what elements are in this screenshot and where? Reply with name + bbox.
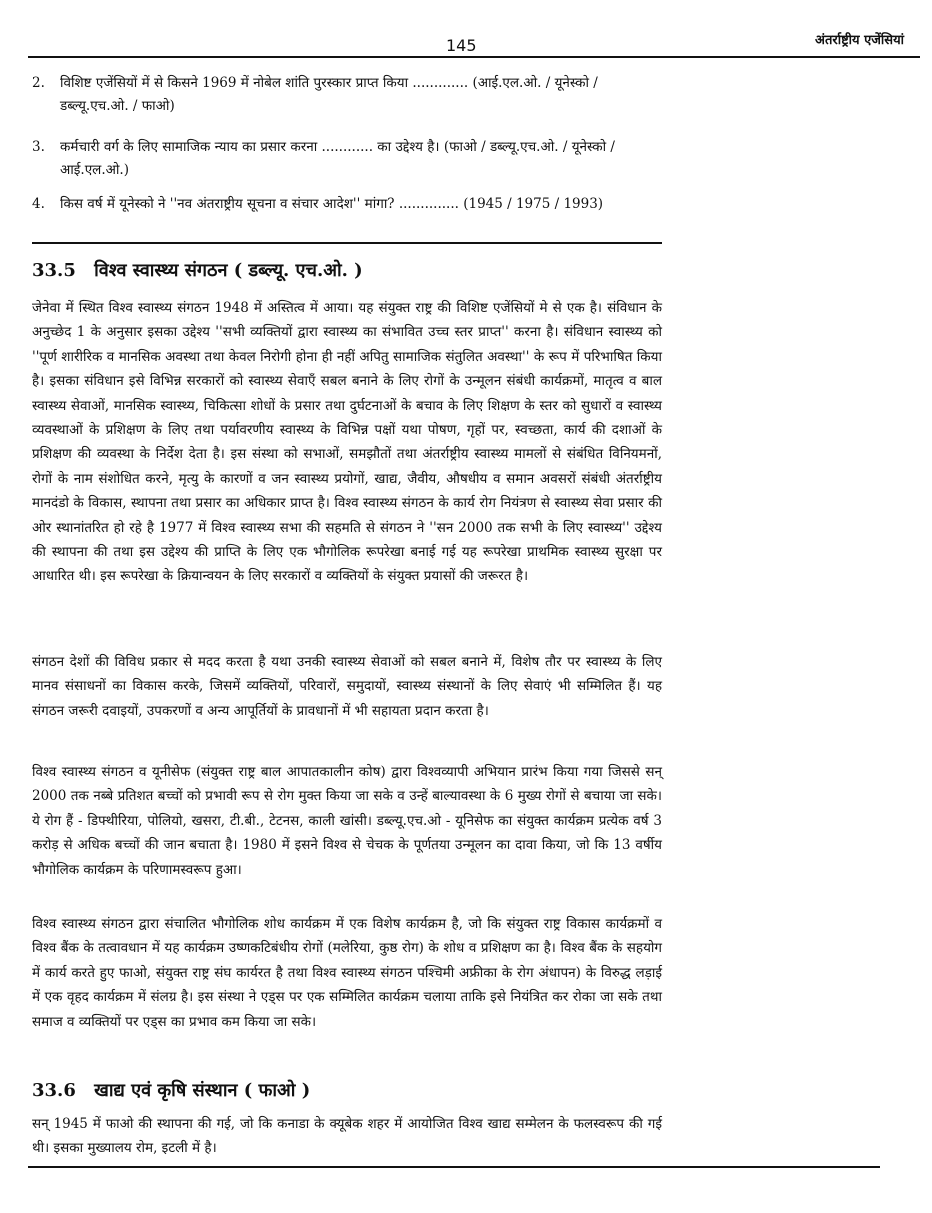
question-item bbox=[32, 72, 664, 118]
question-text: विशिष्ट एजेंसियों में से किसने 1969 में नोबेल शांति पुरस्कार प्राप्त किया ............. (आई.एल.ओ. / यूनेस्को / डब्ल्यू.एच.ओ. / फाओ) bbox=[60, 75, 598, 114]
header-rule bbox=[28, 56, 920, 58]
paragraph: विश्व स्वास्थ्य संगठन व यूनीसेफ (संयुक्त राष्ट्र बाल आपातकालीन कोष) द्वारा विश्वव्यापी अभियान प्रारंभ किया गया जिससे सन् 2000 तक नब्बे प्रतिशत बच्चों को प्रभावी रूप से रोग मुक्त किया जा सके व उन्हें बाल्यावस्था के 6 मुख्य रोगों से बचाया जा सके। ये रोग हैं - डिफ्थीरिया, पोलियो, खसरा, टी.बी., टेटनस, काली खांसी। डब्ल्यू.एच.ओ - यूनिसेफ का संयुक्त कार्यक्रम प्रत्येक वर्ष 3 करोड़ से अधिक बच्चों की जान बचाता है। 1980 में इसने विश्व से चेचक के पूर्णतया उन्मूलन का दावा किया, जो कि 13 वर्षीय भौगोलिक कार्यक्रम के परिणामस्वरूप हुआ। bbox=[32, 764, 662, 878]
page-number: 145 bbox=[446, 36, 477, 55]
running-header: अंतर्राष्ट्रीय एजेंसियां bbox=[815, 33, 904, 48]
question-item bbox=[32, 193, 664, 216]
question-number: 4. bbox=[32, 196, 45, 212]
section-divider bbox=[32, 242, 662, 244]
question-number: 2. bbox=[32, 75, 45, 91]
question-text: किस वर्ष में यूनेस्को ने ''नव अंतराष्ट्रीय सूचना व संचार आदेश'' मांगा? .............. (1945 / 1975 / 1993) bbox=[60, 196, 604, 212]
paragraph: संगठन देशों की विविध प्रकार से मदद करता है यथा उनकी स्वास्थ्य सेवाओं को सबल बनाने में, विशेष तौर पर स्वास्थ्य के लिए मानव संसाधनों का विकास करके, जिसमें व्यक्तियों, परिवारों, समुदायों, स्वास्थ्य संस्थानों के लिए सेवाएं भी सम्मिलित हैं। यह संगठन जरूरी दवाइयों, उपकरणों व अन्य आपूर्तियों के प्रावधानों में भी सहायता प्रदान करता है। bbox=[32, 654, 662, 719]
section-title: खाद्य एवं कृषि संस्थान ( फाओ ) bbox=[94, 1080, 311, 1101]
section-number: 33.5 bbox=[32, 260, 76, 281]
question-text: कर्मचारी वर्ग के लिए सामाजिक न्याय का प्रसार करना ............ का उद्देश्य है। (फाओ / डब्ल्यू.एच.ओ. / यूनेस्को / आई.एल.ओ.) bbox=[60, 139, 615, 178]
section-number: 33.6 bbox=[32, 1080, 76, 1101]
section-heading-33-6 bbox=[32, 1078, 310, 1102]
question-item bbox=[32, 136, 664, 182]
paragraph: सन् 1945 में फाओ की स्थापना की गई, जो कि कनाडा के क्यूबेक शहर में आयोजित विश्व खाद्य सम्मेलन के फलस्वरूप की गई थी। इसका मुख्यालय रोम, इटली में है। bbox=[32, 1116, 662, 1157]
footer-rule bbox=[28, 1166, 880, 1168]
question-number: 3. bbox=[32, 139, 45, 155]
section-heading-33-5 bbox=[32, 258, 363, 282]
paragraph: विश्व स्वास्थ्य संगठन द्वारा संचालित भौगोलिक शोध कार्यक्रम में एक विशेष कार्यक्रम है, जो कि संयुक्त राष्ट्र विकास कार्यक्रमों व विश्व बैंक के तत्वावधान में यह कार्यक्रम उष्णकटिबंधीय रोगों (मलेरिया, कुष्ठ रोग) के शोध व प्रशिक्षण का है। विश्व बैंक के सहयोग में कार्य करते हुए फाओ, संयुक्त राष्ट्र संघ कार्यरत है तथा विश्व स्वास्थ्य संगठन पश्चिमी अफ्रीका के रोग अंधापन) के विरुद्ध लड़ाई में एक वृहद कार्यक्रम में संलग्र है। इस संस्था ने एड्स पर एक सम्मिलित कार्यक्रम चलाया ताकि इसे नियंत्रित कर रोका जा सके तथा समाज व व्यक्तियों पर एड्स का प्रभाव कम किया जा सके। bbox=[32, 916, 662, 1030]
paragraph: जेनेवा में स्थित विश्व स्वास्थ्य संगठन 1948 में अस्तित्व में आया। यह संयुक्त राष्ट्र की विशिष्ट एजेंसियों मे से एक है। संविधान के अनुच्छेद 1 के अनुसार इसका उद्देश्य ''सभी व्यक्तियों द्वारा स्वास्थ्य का संभावित उच्च स्तर प्राप्त'' करना है। संविधान स्वास्थ्य को ''पूर्ण शारीरिक व मानसिक अवस्था तथा केवल निरोगी होना ही नहीं अपितु सामाजिक संतुलित अवस्था'' के रूप में परिभाषित किया है। इसका संविधान इसे विभिन्न सरकारों को स्वास्थ्य सेवाएँ सबल बनाने के लिए रोगों के उन्मूलन संबंधी कार्यक्रमों, मातृत्व व बाल स्वास्थ्य सेवाओं, मानसिक स्वास्थ्य, चिकित्सा शोधों के प्रसार तथा दुर्घटनाओं के बचाव के लिए शिक्षण के स्तर को सुधारों व स्वास्थ्य व्यवस्थाओं के प्रशिक्षण के लिए तथा पर्यावरणीय स्वास्थ्य के विभिन्न पक्षों यथा पोषण, गृहों पर, स्वच्छता, कार्य की दशाओं के प्रशिक्षण की व्यवस्था के निर्देश देता है। इस संस्था को सभाओं, समझौतों तथा अंतर्राष्ट्रीय स्वास्थ्य मामलों से संबंधित विनियमनों, रोगों के नाम संशोधित करने, मृत्यु के कारणों व जन स्वास्थ्य प्रयोगों, खाद्य, जैवीय, औषधीय व समान अवसरों संबंधी अंतर्राष्ट्रीय मानदंडो के विकास, स्थापना तथा प्रसार का अधिकार प्राप्त है। विश्व स्वास्थ्य संगठन के कार्य रोग नियंत्रण से स्वास्थ्य सेवा प्रसार की ओर स्थानांतरित हो रहे है 1977 में विश्व स्वास्थ्य सभा की सहमति से संगठन ने ''सन 2000 तक सभी के लिए स्वास्थ्य'' उद्देश्य की स्थापना की तथा इस उद्देश्य की प्राप्ति के लिए एक भौगोलिक रूपरेखा बनाई गई यह रूपरेखा प्राथमिक स्वास्थ्य सुरक्षा पर आधारित थी। इस रूपरेखा के क्रियान्वयन के लिए सरकारों व व्यक्तियों के संयुक्त प्रयासों की जरूरत है। bbox=[32, 300, 662, 585]
section-title: विश्व स्वास्थ्य संगठन ( डब्ल्यू. एच.ओ. ) bbox=[94, 260, 363, 281]
